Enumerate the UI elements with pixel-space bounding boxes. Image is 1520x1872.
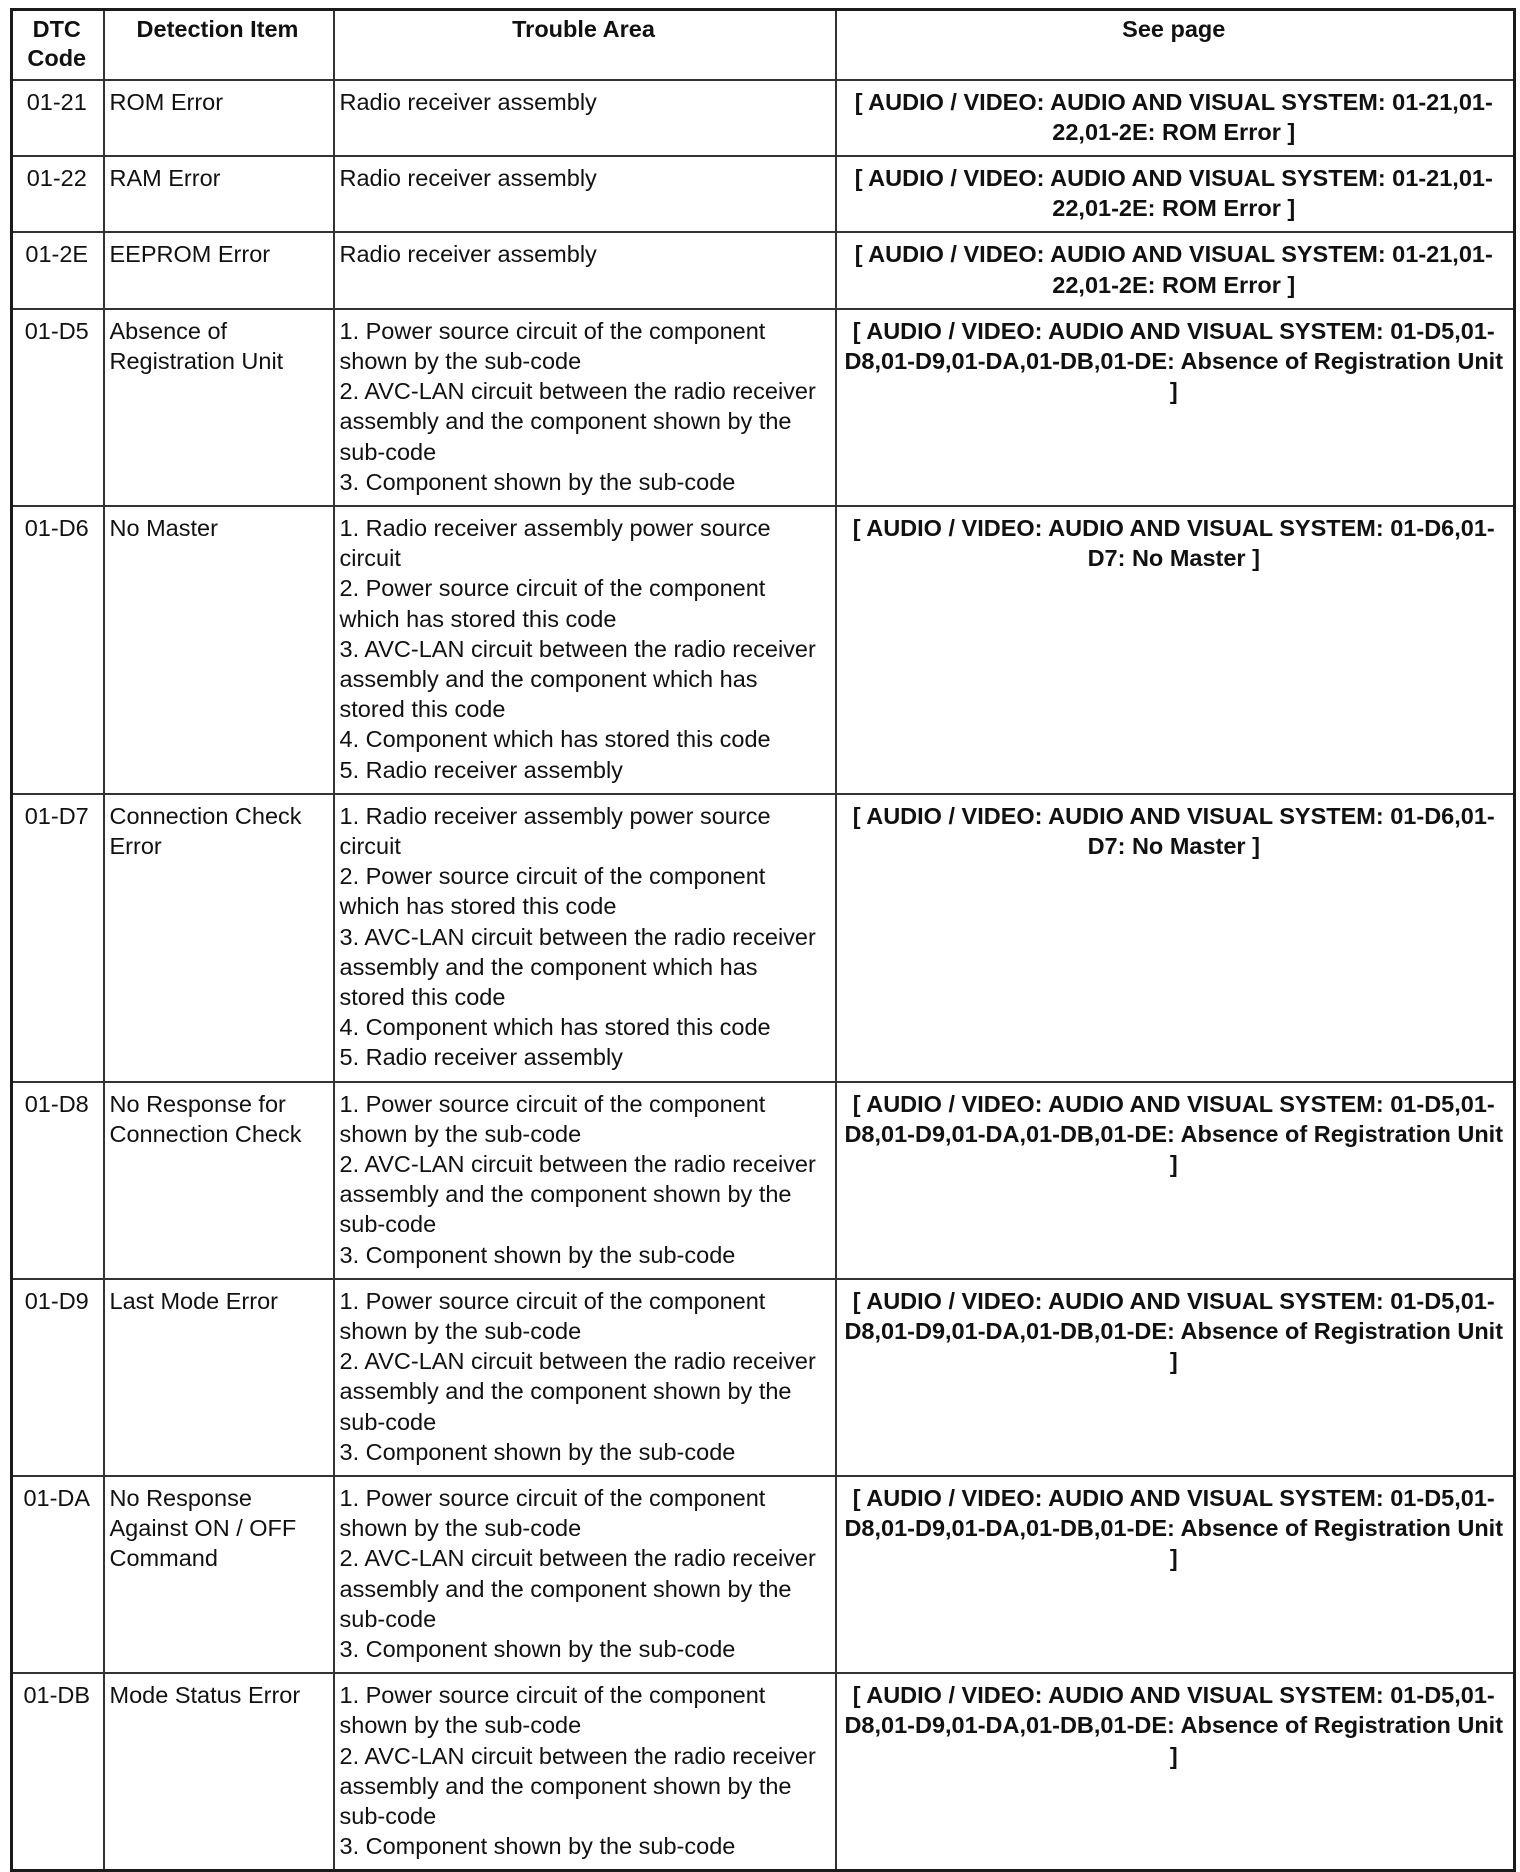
dtc-code-cell: 01-D5 — [12, 309, 104, 506]
trouble-area-cell — [334, 232, 836, 308]
header-detection-item: Detection Item — [104, 10, 334, 80]
trouble-area-line: 5. Radio receiver assembly — [339, 756, 623, 783]
trouble-area-line: 1. Power source circuit of the component shown by the sub-code — [339, 1090, 766, 1147]
dtc-code-cell: 01-D6 — [12, 506, 104, 794]
dtc-code-cell: 01-21 — [12, 80, 104, 156]
header-trouble-area: Trouble Area — [334, 10, 836, 80]
table-row — [12, 232, 1515, 308]
trouble-area-cell — [334, 506, 836, 794]
detection-item-cell: Connection Check Error — [104, 794, 334, 1082]
see-page-link[interactable]: [ AUDIO / VIDEO: AUDIO AND VISUAL SYSTEM: 01-D5,01-D8,01-D9,01-DA,01-DB,01-DE: Absence of Registration Unit ] — [836, 309, 1515, 506]
dtc-code-cell: 01-2E — [12, 232, 104, 308]
table-header-row — [12, 10, 1515, 80]
table-row — [12, 1476, 1515, 1673]
dtc-code-cell: 01-D9 — [12, 1279, 104, 1476]
trouble-area-line: 3. Component shown by the sub-code — [339, 1833, 736, 1860]
table-row — [12, 156, 1515, 232]
trouble-area-cell — [334, 794, 836, 1082]
trouble-area-line: 2. AVC-LAN circuit between the radio receiver assembly and the component shown by the sub-code — [339, 1348, 816, 1435]
see-page-link[interactable]: [ AUDIO / VIDEO: AUDIO AND VISUAL SYSTEM: 01-D5,01-D8,01-D9,01-DA,01-DB,01-DE: Absence of Registration Unit ] — [836, 1082, 1515, 1279]
trouble-area-line: Radio receiver assembly — [339, 88, 597, 115]
detection-item-cell: Mode Status Error — [104, 1673, 334, 1871]
dtc-code-cell: 01-D8 — [12, 1082, 104, 1279]
detection-item-cell: No Master — [104, 506, 334, 794]
trouble-area-line: Radio receiver assembly — [339, 241, 597, 268]
trouble-area-line: 1. Power source circuit of the component shown by the sub-code — [339, 1485, 766, 1542]
trouble-area-line: 2. AVC-LAN circuit between the radio receiver assembly and the component shown by the sub-code — [339, 1545, 816, 1632]
dtc-code-cell: 01-DB — [12, 1673, 104, 1871]
trouble-area-cell — [334, 80, 836, 156]
dtc-code-cell: 01-D7 — [12, 794, 104, 1082]
table-row — [12, 506, 1515, 794]
trouble-area-line: 3. AVC-LAN circuit between the radio receiver assembly and the component which has stored this code — [339, 635, 816, 723]
see-page-link[interactable]: [ AUDIO / VIDEO: AUDIO AND VISUAL SYSTEM: 01-21,01-22,01-2E: ROM Error ] — [836, 232, 1515, 308]
trouble-area-cell — [334, 1279, 836, 1476]
detection-item-cell: No Response Against ON / OFF Command — [104, 1476, 334, 1673]
trouble-area-cell — [334, 1082, 836, 1279]
see-page-link[interactable]: [ AUDIO / VIDEO: AUDIO AND VISUAL SYSTEM: 01-D5,01-D8,01-D9,01-DA,01-DB,01-DE: Absence of Registration Unit ] — [836, 1279, 1515, 1476]
header-see-page: See page — [836, 10, 1515, 80]
trouble-area-cell — [334, 156, 836, 232]
table-row — [12, 1082, 1515, 1279]
detection-item-cell: EEPROM Error — [104, 232, 334, 308]
table-row — [12, 1673, 1515, 1871]
trouble-area-line: 1. Power source circuit of the component shown by the sub-code — [339, 1287, 766, 1345]
trouble-area-line: 5. Radio receiver assembly — [339, 1044, 623, 1071]
see-page-link[interactable]: [ AUDIO / VIDEO: AUDIO AND VISUAL SYSTEM: 01-D6,01-D7: No Master ] — [836, 794, 1515, 1082]
trouble-area-line: 2. AVC-LAN circuit between the radio receiver assembly and the component shown by the sub-code — [339, 1151, 816, 1238]
trouble-area-line: 1. Radio receiver assembly power source circuit — [339, 514, 771, 572]
see-page-link[interactable]: [ AUDIO / VIDEO: AUDIO AND VISUAL SYSTEM: 01-21,01-22,01-2E: ROM Error ] — [836, 80, 1515, 156]
table-row — [12, 794, 1515, 1082]
trouble-area-line: 3. Component shown by the sub-code — [339, 468, 736, 495]
detection-item-cell: No Response for Connection Check — [104, 1082, 334, 1279]
table-row — [12, 80, 1515, 156]
header-dtc-code: DTC Code — [12, 10, 104, 80]
trouble-area-cell — [334, 1476, 836, 1673]
trouble-area-line: 2. AVC-LAN circuit between the radio receiver assembly and the component shown by the sub-code — [339, 378, 816, 465]
trouble-area-line: 4. Component which has stored this code — [339, 726, 771, 753]
dtc-table — [10, 8, 1516, 1872]
trouble-area-line: 3. AVC-LAN circuit between the radio receiver assembly and the component which has stored this code — [339, 923, 816, 1010]
table-row — [12, 1279, 1515, 1476]
trouble-area-line: 1. Power source circuit of the component shown by the sub-code — [339, 317, 766, 374]
see-page-link[interactable]: [ AUDIO / VIDEO: AUDIO AND VISUAL SYSTEM: 01-21,01-22,01-2E: ROM Error ] — [836, 156, 1515, 232]
trouble-area-line: 3. Component shown by the sub-code — [339, 1636, 736, 1663]
trouble-area-line: Radio receiver assembly — [339, 164, 597, 191]
trouble-area-line: 2. Power source circuit of the component which has stored this code — [339, 575, 766, 632]
trouble-area-line: 3. Component shown by the sub-code — [339, 1438, 736, 1465]
trouble-area-line: 4. Component which has stored this code — [339, 1014, 771, 1041]
see-page-link[interactable]: [ AUDIO / VIDEO: AUDIO AND VISUAL SYSTEM: 01-D6,01-D7: No Master ] — [836, 506, 1515, 794]
see-page-link[interactable]: [ AUDIO / VIDEO: AUDIO AND VISUAL SYSTEM: 01-D5,01-D8,01-D9,01-DA,01-DB,01-DE: Absence of Registration Unit ] — [836, 1673, 1515, 1871]
trouble-area-line: 3. Component shown by the sub-code — [339, 1241, 736, 1268]
table-row — [12, 309, 1515, 506]
trouble-area-cell — [334, 309, 836, 506]
trouble-area-cell — [334, 1673, 836, 1871]
dtc-code-cell: 01-DA — [12, 1476, 104, 1673]
trouble-area-line: 2. Power source circuit of the component which has stored this code — [339, 863, 766, 920]
trouble-area-line: 1. Radio receiver assembly power source circuit — [339, 802, 771, 859]
see-page-link[interactable]: [ AUDIO / VIDEO: AUDIO AND VISUAL SYSTEM: 01-D5,01-D8,01-D9,01-DA,01-DB,01-DE: Absence of Registration Unit ] — [836, 1476, 1515, 1673]
detection-item-cell: ROM Error — [104, 80, 334, 156]
detection-item-cell: Absence of Registration Unit — [104, 309, 334, 506]
trouble-area-line: 2. AVC-LAN circuit between the radio receiver assembly and the component shown by the sub-code — [339, 1742, 816, 1830]
trouble-area-line: 1. Power source circuit of the component shown by the sub-code — [339, 1682, 766, 1739]
dtc-code-cell: 01-22 — [12, 156, 104, 232]
detection-item-cell: RAM Error — [104, 156, 334, 232]
detection-item-cell: Last Mode Error — [104, 1279, 334, 1476]
